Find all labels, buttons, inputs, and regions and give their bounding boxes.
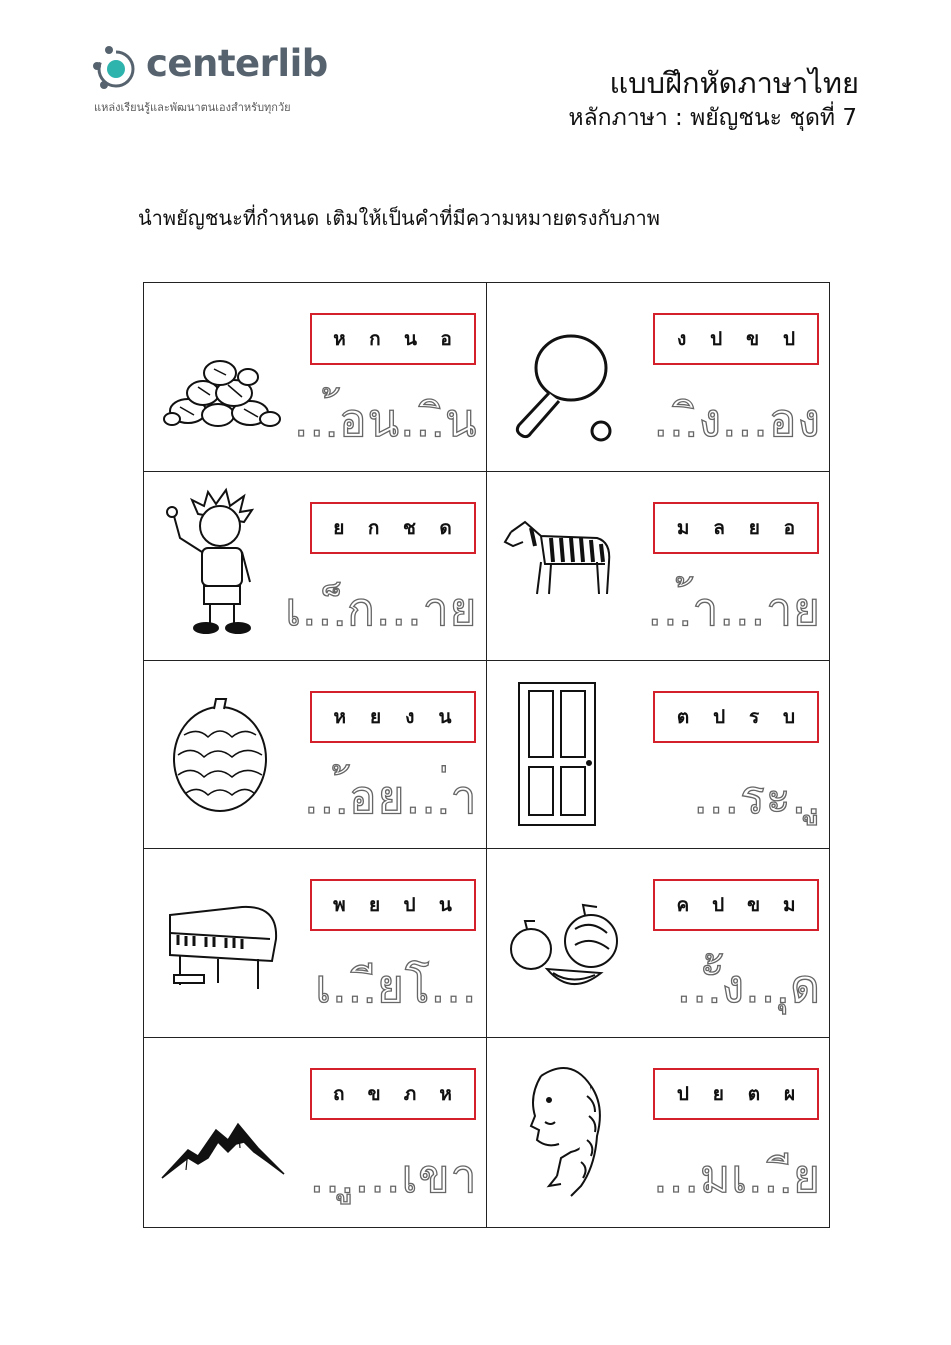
ping-pong-icon	[501, 323, 631, 443]
custard-apple-icon	[158, 691, 288, 821]
letter: ต	[747, 1083, 761, 1106]
letter: น	[438, 894, 452, 917]
piano-icon	[158, 889, 288, 1009]
letter: พ	[333, 894, 346, 917]
letter-box	[310, 879, 476, 931]
letter: อ	[783, 516, 796, 539]
letter: ห	[439, 1083, 452, 1106]
letter: ห	[333, 328, 346, 350]
letter: ม	[676, 516, 690, 539]
exercise-card	[144, 849, 487, 1038]
mountain-icon	[158, 1078, 288, 1198]
letter: ป	[713, 705, 726, 728]
door-icon	[501, 679, 631, 829]
page-subtitle: หลักภาษา : พยัญชนะ ชุดที่ 7	[568, 105, 857, 131]
letter: ล	[713, 516, 725, 539]
zebra-icon	[501, 502, 631, 622]
exercise-card	[487, 283, 830, 472]
brand-logo	[92, 42, 352, 112]
letter: อ	[440, 328, 452, 350]
dotted-word: ...ั้ง...ุด	[676, 959, 821, 1014]
letter: ร	[748, 705, 760, 728]
letter: ก	[369, 328, 381, 350]
letter-box	[653, 879, 819, 931]
letter: ป	[710, 328, 723, 350]
brand-name: centerlib	[146, 42, 328, 85]
dotted-word: เ...็ก...าย	[285, 581, 478, 636]
letter-box	[653, 1068, 819, 1120]
letter-box	[653, 313, 819, 365]
letter: ข	[747, 894, 761, 917]
letter: ย	[748, 516, 760, 539]
letter: ง	[405, 705, 415, 728]
exercise-card	[144, 1038, 487, 1227]
letter: ป	[403, 894, 416, 917]
letter: น	[403, 328, 417, 350]
letter: น	[438, 705, 452, 728]
letter-box	[653, 502, 819, 554]
letter: ห	[333, 705, 347, 728]
exercise-card	[487, 849, 830, 1038]
dotted-word: ...ู...เขา	[309, 1149, 478, 1203]
dotted-word: ...้า...าย	[647, 581, 821, 636]
letter: ย	[370, 705, 382, 728]
instruction-text: นำพยัญชนะที่กำหนด เติมให้เป็นคำที่มีความหมายตรงกับภาพ	[138, 206, 660, 230]
boy-icon	[158, 486, 288, 636]
letter-box	[310, 1068, 476, 1120]
dotted-word: ...ิง...อง	[653, 392, 821, 447]
exercise-grid	[143, 282, 830, 1228]
exercise-card	[144, 472, 487, 661]
letter: ด	[439, 516, 452, 539]
letter: ป	[712, 894, 725, 917]
dotted-word: ...ระ..ู	[693, 770, 821, 825]
letter: ม	[783, 894, 796, 917]
letter: ต	[676, 705, 690, 728]
centerlib-logo-icon	[92, 44, 140, 92]
brand-tagline: แหล่งเรียนรู้และพัฒนาตนเองสำหรับทุกวัย	[94, 101, 291, 114]
letter: ถ	[333, 1083, 345, 1106]
letter: ป	[782, 328, 796, 350]
letter-box	[310, 502, 476, 554]
letter: ย	[369, 894, 381, 917]
exercise-card	[487, 1038, 830, 1227]
letter: ช	[402, 516, 416, 539]
dotted-word: ...มเ...ีย	[653, 1149, 821, 1203]
letter: ข	[367, 1083, 381, 1106]
letter: ย	[712, 1083, 724, 1106]
letter: ป	[676, 1083, 689, 1106]
letter: ผ	[783, 1083, 796, 1106]
dotted-word: ...้อน...ิน	[293, 392, 478, 447]
rocks-icon	[158, 323, 288, 443]
letter-box	[310, 691, 476, 743]
dotted-word: ...้อย...่า	[304, 770, 478, 825]
exercise-card	[487, 472, 830, 661]
letter: ย	[333, 516, 345, 539]
letter: ภ	[403, 1083, 417, 1106]
dotted-word: เ...ียโ...	[315, 959, 478, 1014]
letter: บ	[783, 705, 796, 728]
letter-box	[310, 313, 476, 365]
letter: ข	[746, 328, 760, 350]
letter-box	[653, 691, 819, 743]
exercise-card	[144, 283, 487, 472]
girl-braid-icon	[501, 1056, 631, 1206]
letter: ง	[676, 328, 687, 350]
letter: ค	[676, 894, 690, 917]
mangosteen-icon	[501, 889, 631, 1009]
letter: ก	[367, 516, 380, 539]
page-title: แบบฝึกหัดภาษาไทย	[609, 66, 859, 100]
exercise-card	[487, 661, 830, 850]
exercise-card	[144, 661, 487, 850]
